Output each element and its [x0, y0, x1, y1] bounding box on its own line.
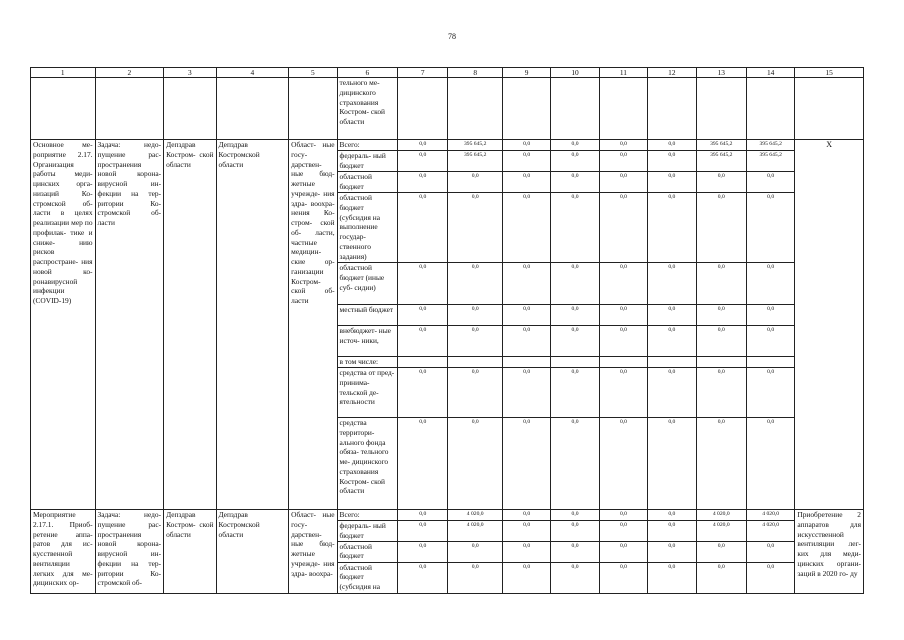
- value-cell: 0,0: [746, 326, 794, 357]
- column-header: 2: [95, 68, 164, 78]
- value-cell: 4 020,0: [746, 521, 794, 542]
- value-cell: 0,0: [696, 326, 746, 357]
- value-cell: 0,0: [551, 541, 599, 562]
- column-header: 11: [599, 68, 647, 78]
- funding-source-cell: тельного ме- дицинского страхования Костром- ской области: [337, 78, 398, 140]
- value-cell: 395 645,2: [448, 151, 502, 172]
- column-header: 7: [398, 68, 448, 78]
- value-cell: 395 645,2: [696, 140, 746, 151]
- value-cell: 0,0: [551, 418, 599, 510]
- column-header: 8: [448, 68, 502, 78]
- value-cell: 0,0: [448, 263, 502, 305]
- value-cell: 0,0: [551, 305, 599, 326]
- empty-cell: [398, 78, 448, 140]
- value-cell: 0,0: [746, 305, 794, 326]
- value-cell: 0,0: [599, 140, 647, 151]
- value-cell: 0,0: [648, 263, 696, 305]
- value-cell: [398, 357, 448, 368]
- value-cell: 0,0: [696, 418, 746, 510]
- value-cell: 395 645,2: [746, 151, 794, 172]
- value-cell: 0,0: [599, 368, 647, 418]
- value-cell: 0,0: [599, 562, 647, 593]
- program-table: [30, 67, 864, 594]
- value-cell: 0,0: [448, 326, 502, 357]
- task-cell: Задача: недо- пущение рас- пространения новой корона- вирусной ин- фекции на тер- ритории Ко- стромской об- ласти: [95, 140, 164, 510]
- value-cell: 0,0: [398, 263, 448, 305]
- column-header: 1: [31, 68, 96, 78]
- value-cell: 0,0: [599, 305, 647, 326]
- value-cell: [746, 357, 794, 368]
- value-cell: 0,0: [398, 326, 448, 357]
- column-header: 9: [502, 68, 550, 78]
- value-cell: 0,0: [648, 368, 696, 418]
- value-cell: 0,0: [599, 193, 647, 263]
- column-header: 3: [164, 68, 216, 78]
- value-cell: 0,0: [746, 418, 794, 510]
- column-header: 10: [551, 68, 599, 78]
- customer-cell: Депздрав Костром- ской области: [164, 510, 216, 594]
- column-header: 14: [746, 68, 794, 78]
- value-cell: 0,0: [551, 263, 599, 305]
- empty-cell: [502, 78, 550, 140]
- value-cell: 395 645,2: [448, 140, 502, 151]
- value-cell: 0,0: [448, 368, 502, 418]
- value-cell: 0,0: [398, 151, 448, 172]
- value-cell: 0,0: [696, 562, 746, 593]
- value-cell: 395 645,2: [746, 140, 794, 151]
- value-cell: 0,0: [448, 305, 502, 326]
- value-cell: 0,0: [696, 263, 746, 305]
- value-cell: [551, 357, 599, 368]
- value-cell: 0,0: [696, 368, 746, 418]
- value-cell: 0,0: [599, 541, 647, 562]
- value-cell: 0,0: [696, 541, 746, 562]
- column-header: 15: [795, 68, 864, 78]
- column-header: 13: [696, 68, 746, 78]
- value-cell: 0,0: [398, 193, 448, 263]
- empty-cell: [599, 78, 647, 140]
- funding-source-cell: внебюджет- ные источ- ники,: [337, 326, 398, 357]
- value-cell: 0,0: [398, 418, 448, 510]
- value-cell: 0,0: [696, 172, 746, 193]
- customer-cell: Депздрав Костром- ской области: [164, 140, 216, 510]
- funding-source-cell: федераль- ный бюджет: [337, 521, 398, 542]
- column-header: 6: [337, 68, 398, 78]
- value-cell: 0,0: [648, 521, 696, 542]
- value-cell: 0,0: [648, 305, 696, 326]
- value-cell: 0,0: [398, 305, 448, 326]
- empty-cell: [95, 78, 164, 140]
- value-cell: 0,0: [551, 151, 599, 172]
- value-cell: 0,0: [502, 172, 550, 193]
- value-cell: 0,0: [502, 521, 550, 542]
- value-cell: 0,0: [502, 305, 550, 326]
- value-cell: 0,0: [551, 326, 599, 357]
- value-cell: 395 645,2: [696, 151, 746, 172]
- funding-row: [31, 140, 864, 151]
- value-cell: 0,0: [551, 172, 599, 193]
- value-cell: 4 020,0: [746, 510, 794, 521]
- value-cell: 0,0: [746, 193, 794, 263]
- value-cell: 0,0: [599, 172, 647, 193]
- value-cell: 0,0: [502, 326, 550, 357]
- value-cell: 0,0: [398, 140, 448, 151]
- participants-cell: Област- ные госу- дарствен- ные бюд- жетные учрежде- ния здра- воохра-: [289, 510, 337, 594]
- empty-cell: [216, 78, 289, 140]
- empty-cell: [448, 78, 502, 140]
- value-cell: 0,0: [551, 510, 599, 521]
- value-cell: 0,0: [448, 562, 502, 593]
- funding-source-cell: средства от пред- принима- тельской де- ятельности: [337, 368, 398, 418]
- value-cell: 0,0: [448, 193, 502, 263]
- header-row: [31, 68, 864, 78]
- event-cell: Основное ме- роприятие 2.17. Организация работы меди- цинских орга- низаций Ко- стромской об- ласти в целях реализации мер по профилак- тике и сниже- нию рисков распростране- ния новой ко- ронавирусной инфекции (COVID-19): [31, 140, 96, 510]
- value-cell: [599, 357, 647, 368]
- value-cell: 0,0: [648, 562, 696, 593]
- value-cell: 0,0: [398, 510, 448, 521]
- value-cell: 0,0: [551, 521, 599, 542]
- funding-source-cell: федераль- ный бюджет: [337, 151, 398, 172]
- value-cell: 4 020,0: [448, 521, 502, 542]
- funding-source-cell: Всего:: [337, 140, 398, 151]
- value-cell: 0,0: [599, 521, 647, 542]
- page-number: 78: [448, 32, 456, 41]
- column-header: 5: [289, 68, 337, 78]
- value-cell: 0,0: [696, 305, 746, 326]
- executor-cell: Депздрав Костромской области: [216, 140, 289, 510]
- value-cell: [696, 357, 746, 368]
- column-header: 4: [216, 68, 289, 78]
- funding-source-cell: областной бюджет (субсидия на: [337, 562, 398, 593]
- value-cell: [502, 357, 550, 368]
- funding-source-cell: Всего:: [337, 510, 398, 521]
- value-cell: 0,0: [648, 172, 696, 193]
- value-cell: 0,0: [502, 541, 550, 562]
- value-cell: 4 020,0: [696, 510, 746, 521]
- funding-source-cell: областной бюджет (субсидия на выполнение государ- ственного задания): [337, 193, 398, 263]
- executor-cell: Депздрав Костромской области: [216, 510, 289, 594]
- funding-source-cell: областной бюджет (иные суб- сидии): [337, 263, 398, 305]
- value-cell: 0,0: [398, 521, 448, 542]
- value-cell: [448, 357, 502, 368]
- value-cell: 0,0: [448, 541, 502, 562]
- empty-cell: [648, 78, 696, 140]
- result-cell: Приобретение 2 аппаратов для искусственной вентиляции лег- ких для меди- цинских органи- заций в 2020 го- ду: [795, 510, 864, 594]
- value-cell: 0,0: [648, 418, 696, 510]
- empty-cell: [696, 78, 746, 140]
- value-cell: 0,0: [398, 368, 448, 418]
- value-cell: 0,0: [551, 562, 599, 593]
- empty-cell: [551, 78, 599, 140]
- value-cell: 0,0: [648, 140, 696, 151]
- funding-source-cell: в том числе:: [337, 357, 398, 368]
- value-cell: 0,0: [502, 562, 550, 593]
- value-cell: 0,0: [648, 541, 696, 562]
- value-cell: 4 020,0: [448, 510, 502, 521]
- value-cell: 4 020,0: [696, 521, 746, 542]
- empty-cell: [289, 78, 337, 140]
- value-cell: 0,0: [746, 541, 794, 562]
- value-cell: 0,0: [502, 151, 550, 172]
- value-cell: 0,0: [551, 140, 599, 151]
- value-cell: 0,0: [398, 562, 448, 593]
- value-cell: 0,0: [746, 368, 794, 418]
- column-header: 12: [648, 68, 696, 78]
- funding-source-cell: средства территори- ального фонда обяза- тельного ме- дицинского страхования Костром- ской области: [337, 418, 398, 510]
- empty-cell: [746, 78, 794, 140]
- value-cell: 0,0: [648, 151, 696, 172]
- funding-source-cell: областной бюджет: [337, 172, 398, 193]
- value-cell: 0,0: [746, 172, 794, 193]
- value-cell: 0,0: [599, 510, 647, 521]
- value-cell: 0,0: [551, 368, 599, 418]
- funding-row: [31, 510, 864, 521]
- value-cell: 0,0: [648, 510, 696, 521]
- event-cell: Мероприятие 2.17.1. Приоб- ретение аппа- ратов для ис- кусственной вентиляции легких для ме- дицинских ор-: [31, 510, 96, 594]
- participants-cell: Област- ные госу- дарствен- ные бюд- жетные учрежде- ния здра- воохра- нения Ко- стром- ской об- ласти, частные медицин- ские ор- ганизации Костром- ской об- ласти: [289, 140, 337, 510]
- result-cell: X: [795, 140, 864, 510]
- empty-cell: [164, 78, 216, 140]
- value-cell: 0,0: [648, 193, 696, 263]
- value-cell: 0,0: [599, 418, 647, 510]
- value-cell: 0,0: [398, 172, 448, 193]
- value-cell: 0,0: [648, 326, 696, 357]
- value-cell: 0,0: [746, 263, 794, 305]
- value-cell: 0,0: [448, 418, 502, 510]
- value-cell: 0,0: [502, 368, 550, 418]
- value-cell: 0,0: [599, 151, 647, 172]
- empty-cell: [795, 78, 864, 140]
- funding-source-cell: местный бюджет: [337, 305, 398, 326]
- value-cell: 0,0: [551, 193, 599, 263]
- value-cell: 0,0: [502, 193, 550, 263]
- value-cell: 0,0: [398, 541, 448, 562]
- empty-cell: [31, 78, 96, 140]
- value-cell: 0,0: [502, 418, 550, 510]
- task-cell: Задача: недо- пущение рас- пространения новой корона- вирусной ин- фекции на тер- ритории Ко- стромской об-: [95, 510, 164, 594]
- value-cell: 0,0: [448, 172, 502, 193]
- funding-source-cell: областной бюджет: [337, 541, 398, 562]
- value-cell: 0,0: [599, 263, 647, 305]
- value-cell: 0,0: [502, 263, 550, 305]
- continuation-row: [31, 78, 864, 140]
- value-cell: 0,0: [502, 140, 550, 151]
- value-cell: 0,0: [746, 562, 794, 593]
- value-cell: 0,0: [502, 510, 550, 521]
- value-cell: [648, 357, 696, 368]
- value-cell: 0,0: [696, 193, 746, 263]
- value-cell: 0,0: [599, 326, 647, 357]
